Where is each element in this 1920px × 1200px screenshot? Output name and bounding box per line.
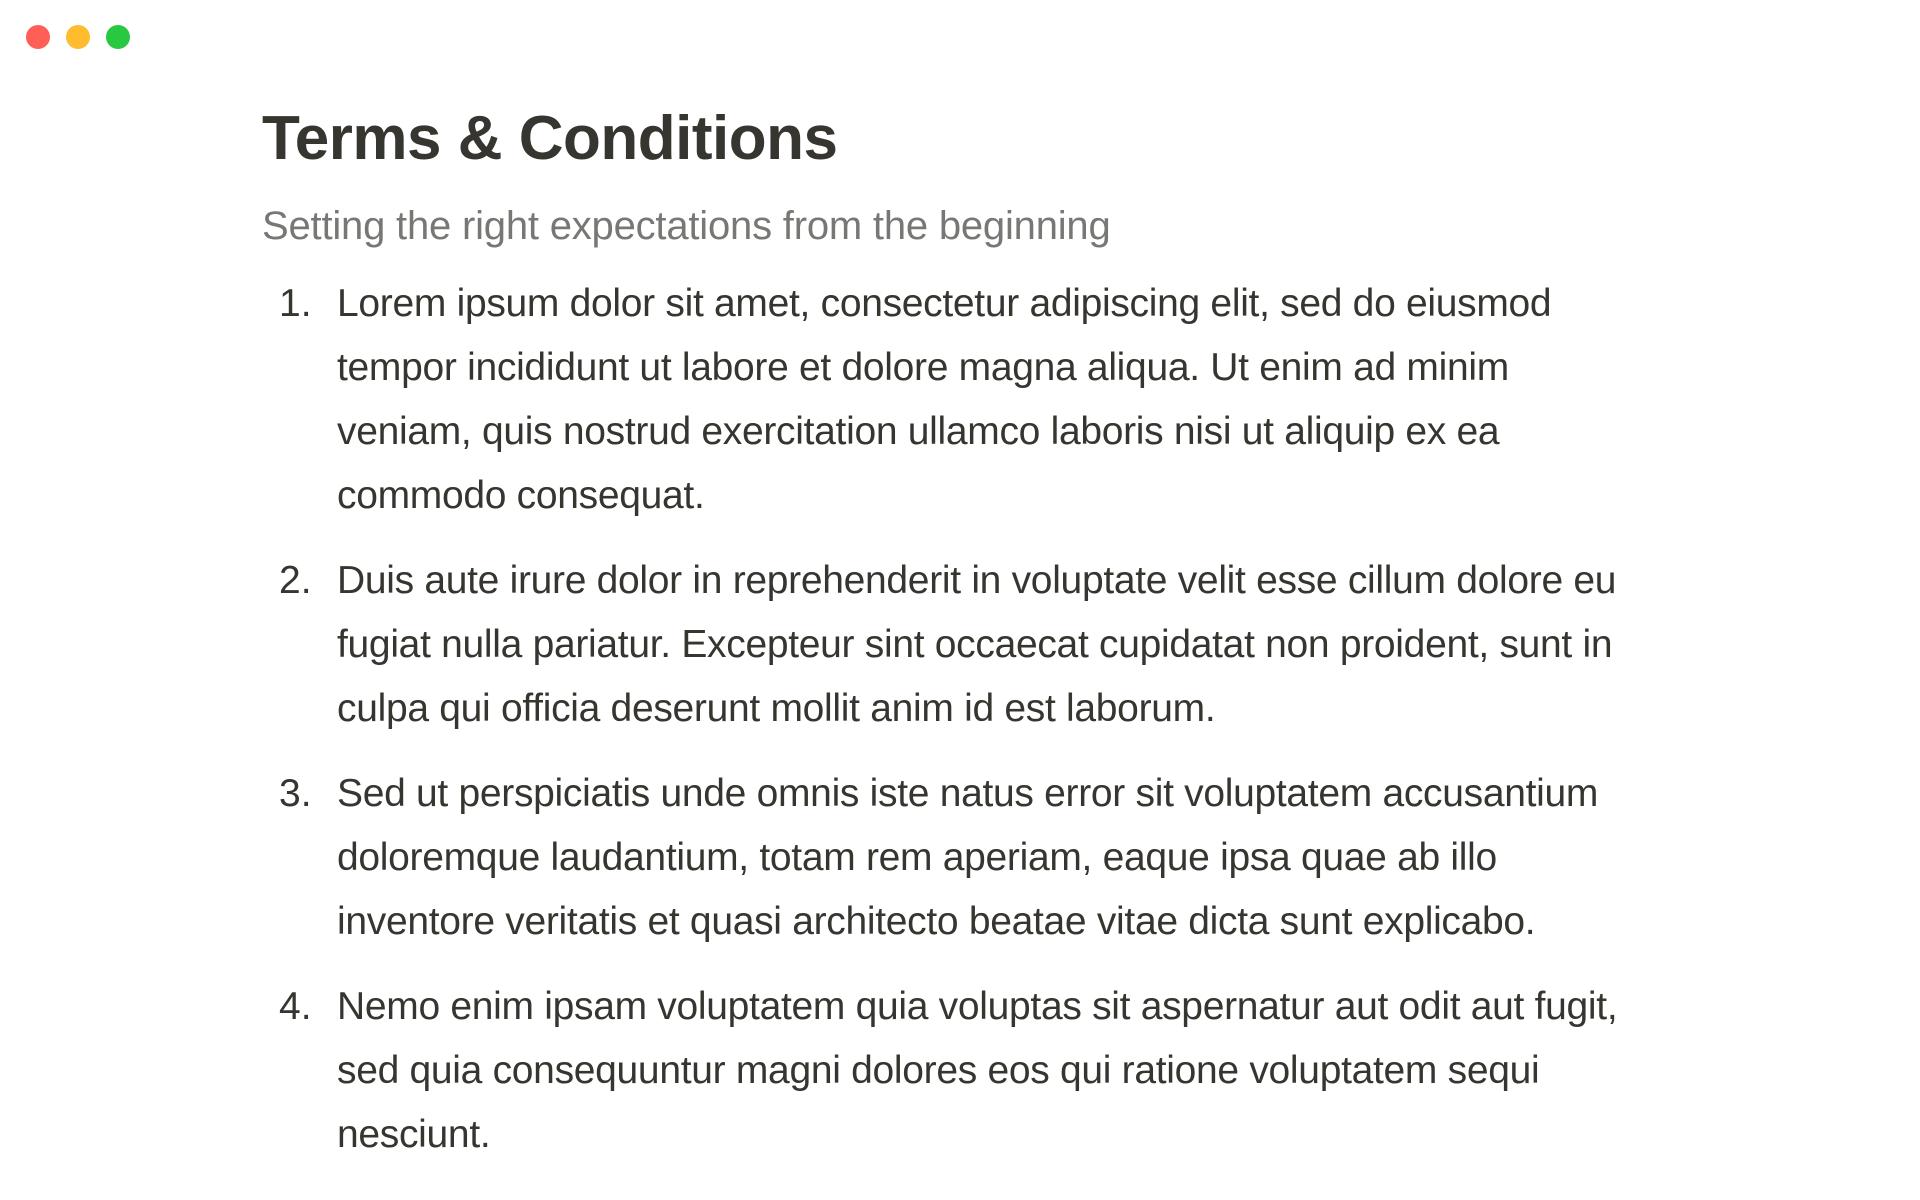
list-item-text: Lorem ipsum dolor sit amet, consectetur adipiscing elit, sed do eiusmod tempor incididunt ut labore et dolore magna aliqua. Ut enim ad minim veniam, quis nostrud exercitation ullamco laboris nisi ut aliquip ex ea commodo consequat.: [337, 282, 1552, 517]
list-item: [262, 549, 1652, 741]
minimize-window-button[interactable]: [66, 25, 90, 49]
list-item-number: 1.: [279, 282, 312, 325]
list-item-number: 2.: [279, 559, 312, 602]
list-item-number: 4.: [279, 985, 312, 1028]
window-controls: [26, 25, 130, 49]
list-item: [262, 975, 1652, 1167]
close-window-button[interactable]: [26, 25, 50, 49]
list-item-text: Sed ut perspiciatis unde omnis iste natus error sit voluptatem accusantium doloremque laudantium, totam rem aperiam, eaque ipsa quae ab illo inventore veritatis et quasi architecto beatae vitae dicta sunt explicabo.: [337, 772, 1599, 943]
list-item: [262, 762, 1652, 954]
list-item-text: Nemo enim ipsam voluptatem quia voluptas sit aspernatur aut odit aut fugit, sed quia consequuntur magni dolores eos qui ratione voluptatem sequi nesciunt.: [337, 985, 1618, 1156]
list-item: [262, 272, 1652, 528]
document-page: [262, 100, 1652, 1188]
terms-list: [262, 272, 1652, 1167]
list-item-text: Duis aute irure dolor in reprehenderit in voluptate velit esse cillum dolore eu fugiat nulla pariatur. Excepteur sint occaecat cupidatat non proident, sunt in culpa qui officia deserunt mollit anim id est laborum.: [337, 559, 1617, 730]
list-item-number: 3.: [279, 772, 312, 815]
page-title: Terms & Conditions: [262, 104, 838, 173]
page-subtitle: Setting the right expectations from the beginning: [262, 204, 1111, 248]
maximize-window-button[interactable]: [106, 25, 130, 49]
